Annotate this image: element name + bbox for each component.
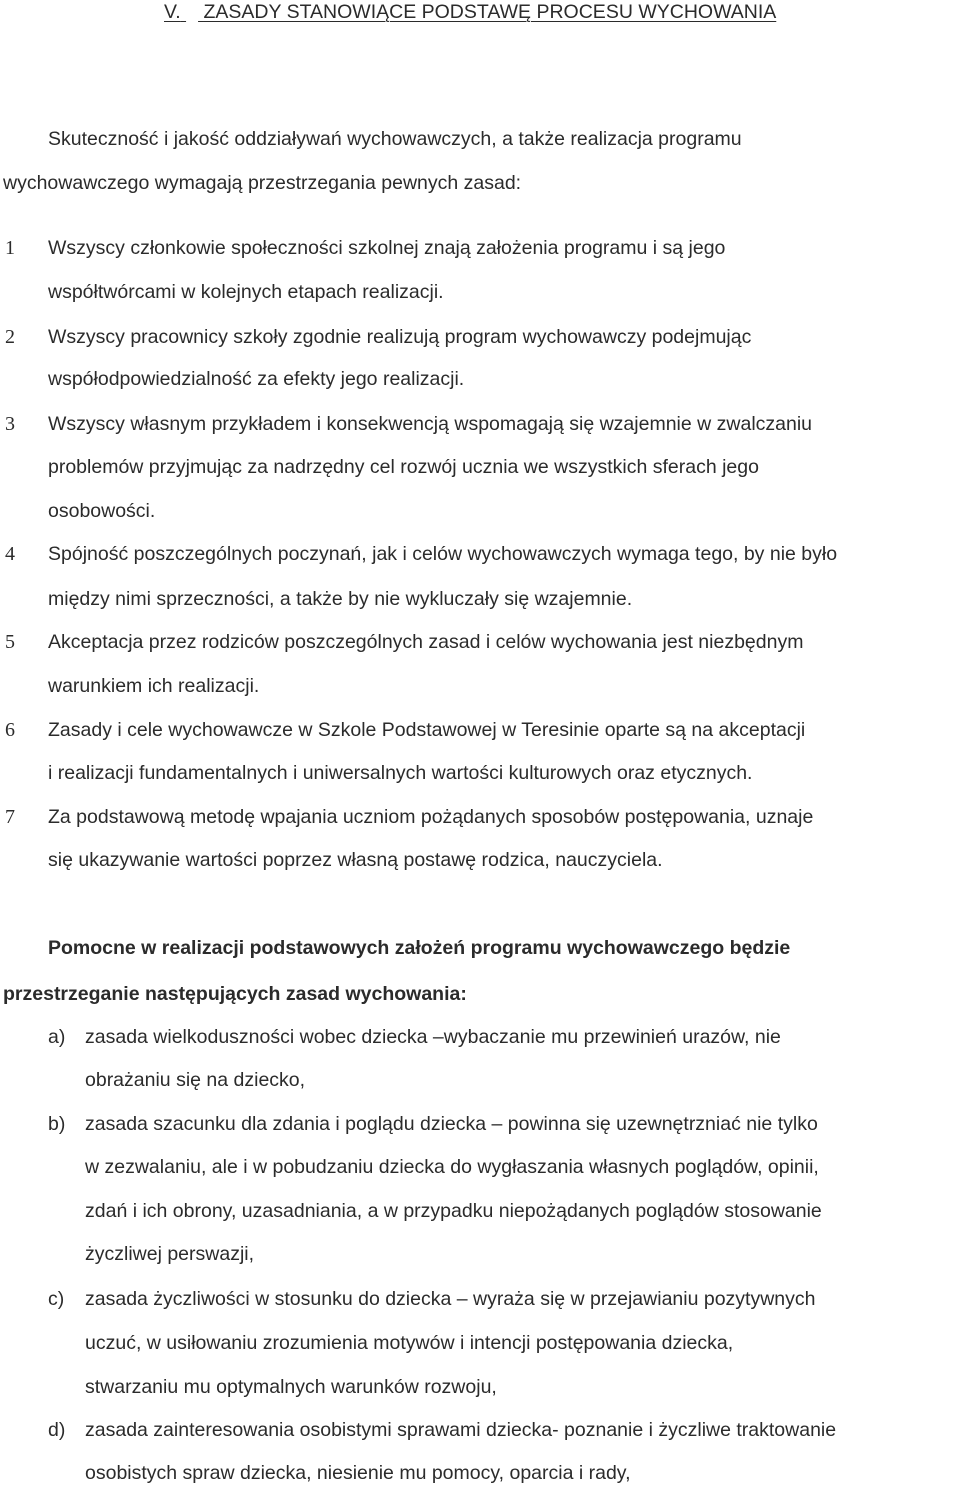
item-line: zasada szacunku dla zdania i poglądu dziecka – powinna się uzewnętrzniać nie tylko bbox=[85, 1113, 818, 1135]
bold-intro-line-2: przestrzeganie następujących zasad wychowania: bbox=[3, 983, 467, 1005]
item-line: i realizacji fundamentalnych i uniwersalnych wartości kulturowych oraz etycznych. bbox=[48, 762, 753, 784]
item-number: 3 bbox=[5, 413, 15, 435]
section-heading bbox=[164, 0, 776, 24]
item-line: zasada życzliwości w stosunku do dziecka – wyraża się w przejawianiu pozytywnych bbox=[85, 1288, 816, 1310]
item-line: współodpowiedzialność za efekty jego realizacji. bbox=[48, 368, 465, 390]
item-line: Zasady i cele wychowawcze w Szkole Podstawowej w Teresinie oparte są na akceptacji bbox=[48, 719, 806, 741]
item-number: 5 bbox=[5, 631, 15, 653]
item-number: 1 bbox=[5, 237, 15, 259]
item-line: między nimi sprzeczności, a także by nie wykluczały się wzajemnie. bbox=[48, 588, 633, 610]
bold-intro-line-1: Pomocne w realizacji podstawowych założeń programu wychowawczego będzie bbox=[48, 937, 791, 959]
section-title: ZASADY STANOWIĄCE PODSTAWĘ PROCESU WYCHOWANIA bbox=[203, 1, 777, 23]
item-line: obrażaniu się na dziecko, bbox=[85, 1069, 306, 1091]
item-line: Wszyscy pracownicy szkoły zgodnie realizują program wychowawczy podejmując bbox=[48, 326, 752, 348]
item-line: stwarzaniu mu optymalnych warunków rozwoju, bbox=[85, 1376, 497, 1398]
item-marker: b) bbox=[48, 1113, 66, 1135]
item-line: Akceptacja przez rodziców poszczególnych zasad i celów wychowania jest niezbędnym bbox=[48, 631, 804, 653]
item-line: zasada zainteresowania osobistymi sprawami dziecka- poznanie i życzliwe traktowanie bbox=[85, 1419, 837, 1441]
intro-line-2: wychowawczego wymagają przestrzegania pewnych zasad: bbox=[3, 172, 522, 194]
item-line: osobistych spraw dziecka, niesienie mu pomocy, oparcia i rady, bbox=[85, 1462, 631, 1484]
intro-line-1: Skuteczność i jakość oddziaływań wychowawczych, a także realizacja programu bbox=[48, 128, 742, 150]
item-number: 6 bbox=[5, 719, 15, 741]
item-marker: c) bbox=[48, 1288, 65, 1310]
item-marker: d) bbox=[48, 1419, 66, 1441]
item-line: warunkiem ich realizacji. bbox=[48, 675, 260, 697]
item-line: Wszyscy własnym przykładem i konsekwencją wspomagają się wzajemnie w zwalczaniu bbox=[48, 413, 813, 435]
item-line: Za podstawową metodę wpajania uczniom pożądanych sposobów postępowania, uznaje bbox=[48, 806, 814, 828]
item-line: współtwórcami w kolejnych etapach realizacji. bbox=[48, 281, 444, 303]
item-line: problemów przyjmując za nadrzędny cel rozwój ucznia we wszystkich sferach jego bbox=[48, 456, 759, 478]
item-marker: a) bbox=[48, 1026, 66, 1048]
item-line: osobowości. bbox=[48, 500, 156, 522]
item-line: zasada wielkoduszności wobec dziecka –wybaczanie mu przewinień urazów, nie bbox=[85, 1026, 781, 1048]
item-line: się ukazywanie wartości poprzez własną postawę rodzica, nauczyciela. bbox=[48, 849, 663, 871]
item-line: uczuć, w usiłowaniu zrozumienia motywów i intencji postępowania dziecka, bbox=[85, 1332, 734, 1354]
item-line: Wszyscy członkowie społeczności szkolnej znają założenia programu i są jego bbox=[48, 237, 726, 259]
item-line: Spójność poszczególnych poczynań, jak i celów wychowawczych wymaga tego, by nie było bbox=[48, 543, 838, 565]
item-number: 2 bbox=[5, 326, 15, 348]
item-number: 4 bbox=[5, 543, 15, 565]
item-line: życzliwej perswazji, bbox=[85, 1243, 255, 1265]
item-line: zdań i ich obrony, uzasadniania, a w przypadku niepożądanych poglądów stosowanie bbox=[85, 1200, 822, 1222]
section-number: V. bbox=[164, 1, 181, 23]
item-line: w zezwalaniu, ale i w pobudzaniu dziecka do wygłaszania własnych poglądów, opinii, bbox=[85, 1156, 819, 1178]
item-number: 7 bbox=[5, 806, 15, 828]
